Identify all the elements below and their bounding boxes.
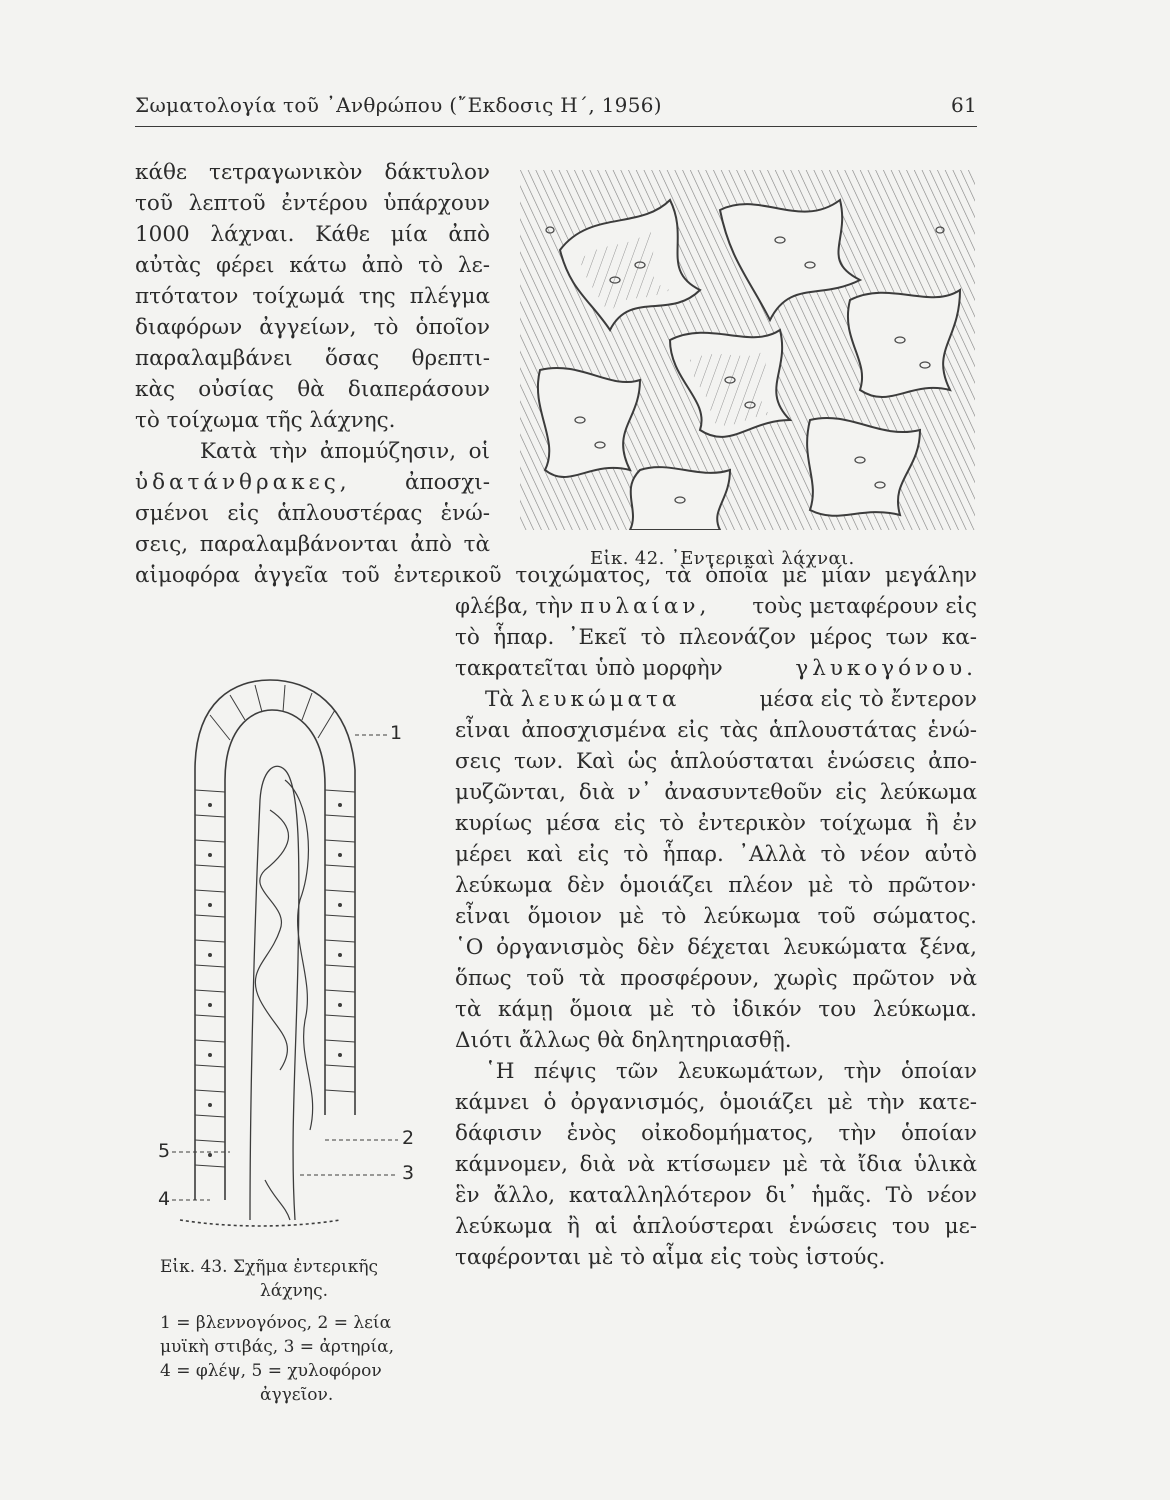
figure-42-caption: Εἰκ. 42. ᾿Εντερικαὶ λάχναι. (590, 548, 855, 569)
text-fragment: τοὺς μεταφέρουν εἰς (752, 594, 977, 619)
figure-label-4: 4 (158, 1188, 171, 1210)
text-fragment: τακρατεῖται ὑπὸ μορφὴν (455, 656, 723, 681)
text-line: σεις των. Καὶ ὡς ἁπλούσταται ἑνώσεις ἀπο- (455, 749, 977, 774)
figure-43-legend: ἀγγεῖον. (260, 1385, 334, 1405)
figure-43-caption-cont: λάχνης. (260, 1281, 328, 1301)
figure-label-2: 2 (402, 1127, 415, 1149)
text-line: εἶναι ἀποσχισμένα εἰς τὰς ἁπλουστάτας ἑνώ- (455, 718, 977, 743)
text-line: τοῦ λεπτοῦ ἐντέρου ὑπάρχουν (135, 191, 490, 216)
figure-label-3: 3 (402, 1162, 415, 1184)
text-fragment: μέσα εἰς τὸ ἔντερον (759, 687, 977, 712)
text-line: 1000 λάχναι. Κάθε μία ἀπὸ (135, 222, 490, 247)
text-line: Διότι ἄλλως θὰ δηλητηριασθῇ. (455, 1028, 792, 1053)
running-header (135, 93, 977, 127)
text-line: μέρει καὶ εἰς τὸ ἧπαρ. ᾿Αλλὰ τὸ νέον αὐτὸ (455, 842, 977, 867)
text-line: πτότατον τοίχωμά της πλέγμα (135, 284, 490, 309)
header-title: Σωματολογία τοῦ ᾿Ανθρώπου (῎Εκδοσις Η΄, 1956) (135, 93, 662, 117)
text-fragment: φλέβα, τὴν (455, 594, 574, 619)
figure-43-caption: Εἰκ. 43. Σχῆμα ἐντερικῆς (160, 1257, 379, 1277)
emphasized-term: γλυκογόνου. (795, 656, 977, 681)
emphasized-term: ὑδατάνθρακες, (135, 470, 351, 495)
figure-label-5: 5 (158, 1140, 171, 1162)
text-line: σμένοι εἰς ἁπλουστέρας ἑνώ- (135, 501, 490, 526)
text-line: Κατὰ τὴν ἀπομύζησιν, οἱ (200, 439, 490, 464)
text-line: τὸ ἧπαρ. ᾿Εκεῖ τὸ πλεονάζον μέρος των κα- (455, 625, 977, 650)
emphasized-term: λευκώματα (520, 687, 681, 712)
figure-43-legend: 1 = βλεννογόνος, 2 = λεία (160, 1313, 392, 1333)
text-line: κάθε τετραγωνικὸν δάκτυλον (135, 160, 490, 185)
text-line: κυρίως μέσα εἰς τὸ ἐντερικὸν τοίχωμα ἢ ἐν (455, 811, 977, 836)
figure-43-legend: μυϊκὴ στιβάς, 3 = ἀρτηρία, (160, 1337, 395, 1357)
text-line: τὰ κάμῃ ὅμοια μὲ τὸ ἰδικόν του λεύκωμα. (455, 997, 977, 1022)
text-line: μυζῶνται, διὰ ν᾿ ἀνασυντεθοῦν εἰς λεύκωμα (455, 780, 977, 805)
text-line: διαφόρων ἀγγείων, τὸ ὁποῖον (135, 315, 490, 340)
emphasized-term: πυλαίαν, (580, 594, 711, 619)
text-line: τὸ τοίχωμα τῆς λάχνης. (135, 408, 396, 433)
villus-schematic-illustration (150, 660, 440, 1250)
text-line: εἶναι ὅμοιον μὲ τὸ λεύκωμα τοῦ σώματος. (455, 904, 977, 929)
text-line (455, 592, 977, 622)
text-line: κὰς οὐσίας θὰ διαπεράσουν (135, 377, 490, 402)
text-line: αἱμοφόρα ἀγγεῖα τοῦ ἐντερικοῦ τοιχώματος, τὰ ὁποῖα μὲ μίαν μεγάλην (135, 563, 977, 588)
text-fragment: Τὰ (485, 687, 514, 712)
text-line: λεύκωμα δὲν ὁμοιάζει πλέον μὲ τὸ πρῶτον· (455, 873, 977, 898)
text-line: σεις, παραλαμβάνονται ἀπὸ τὰ (135, 532, 490, 557)
text-line: ἓν ἄλλο, καταλληλότερον δι᾿ ἡμᾶς. Τὸ νέον (455, 1183, 977, 1208)
text-line: ῾Η πέψις τῶν λευκωμάτων, τὴν ὁποίαν (485, 1059, 977, 1084)
text-line: ταφέρονται μὲ τὸ αἷμα εἰς τοὺς ἱστούς. (455, 1245, 886, 1270)
text-line (135, 468, 490, 498)
figure-43-legend: 4 = φλέψ, 5 = χυλοφόρον (160, 1361, 382, 1381)
text-line (455, 654, 977, 684)
page-number: 61 (950, 93, 977, 117)
text-line: ὅπως τοῦ τὰ προσφέρουν, χωρὶς πρῶτον νὰ (455, 966, 977, 991)
text-line: λεύκωμα ἢ αἱ ἁπλούστεραι ἑνώσεις του με- (455, 1214, 977, 1239)
text-line: αὐτὰς φέρει κάτω ἀπὸ τὸ λε- (135, 253, 490, 278)
text-line (485, 685, 977, 715)
text-line: κάμνομεν, διὰ νὰ κτίσωμεν μὲ τὰ ἴδια ὑλικὰ (455, 1152, 977, 1177)
text-line: κάμνει ὁ ὀργανισμός, ὁμοιάζει μὲ τὴν κατε- (455, 1090, 977, 1115)
text-line: δάφισιν ἑνὸς οἰκοδομήματος, τὴν ὁποίαν (455, 1121, 977, 1146)
intestinal-villi-illustration (520, 170, 975, 530)
text-line: ῾Ο ὀργανισμὸς δὲν δέχεται λευκώματα ξένα, (455, 935, 977, 960)
text-fragment: ἀποσχι- (405, 470, 490, 495)
text-line: παραλαμβάνει ὅσας θρεπτι- (135, 346, 490, 371)
header-rule (135, 126, 977, 127)
figure-label-1: 1 (390, 722, 403, 744)
